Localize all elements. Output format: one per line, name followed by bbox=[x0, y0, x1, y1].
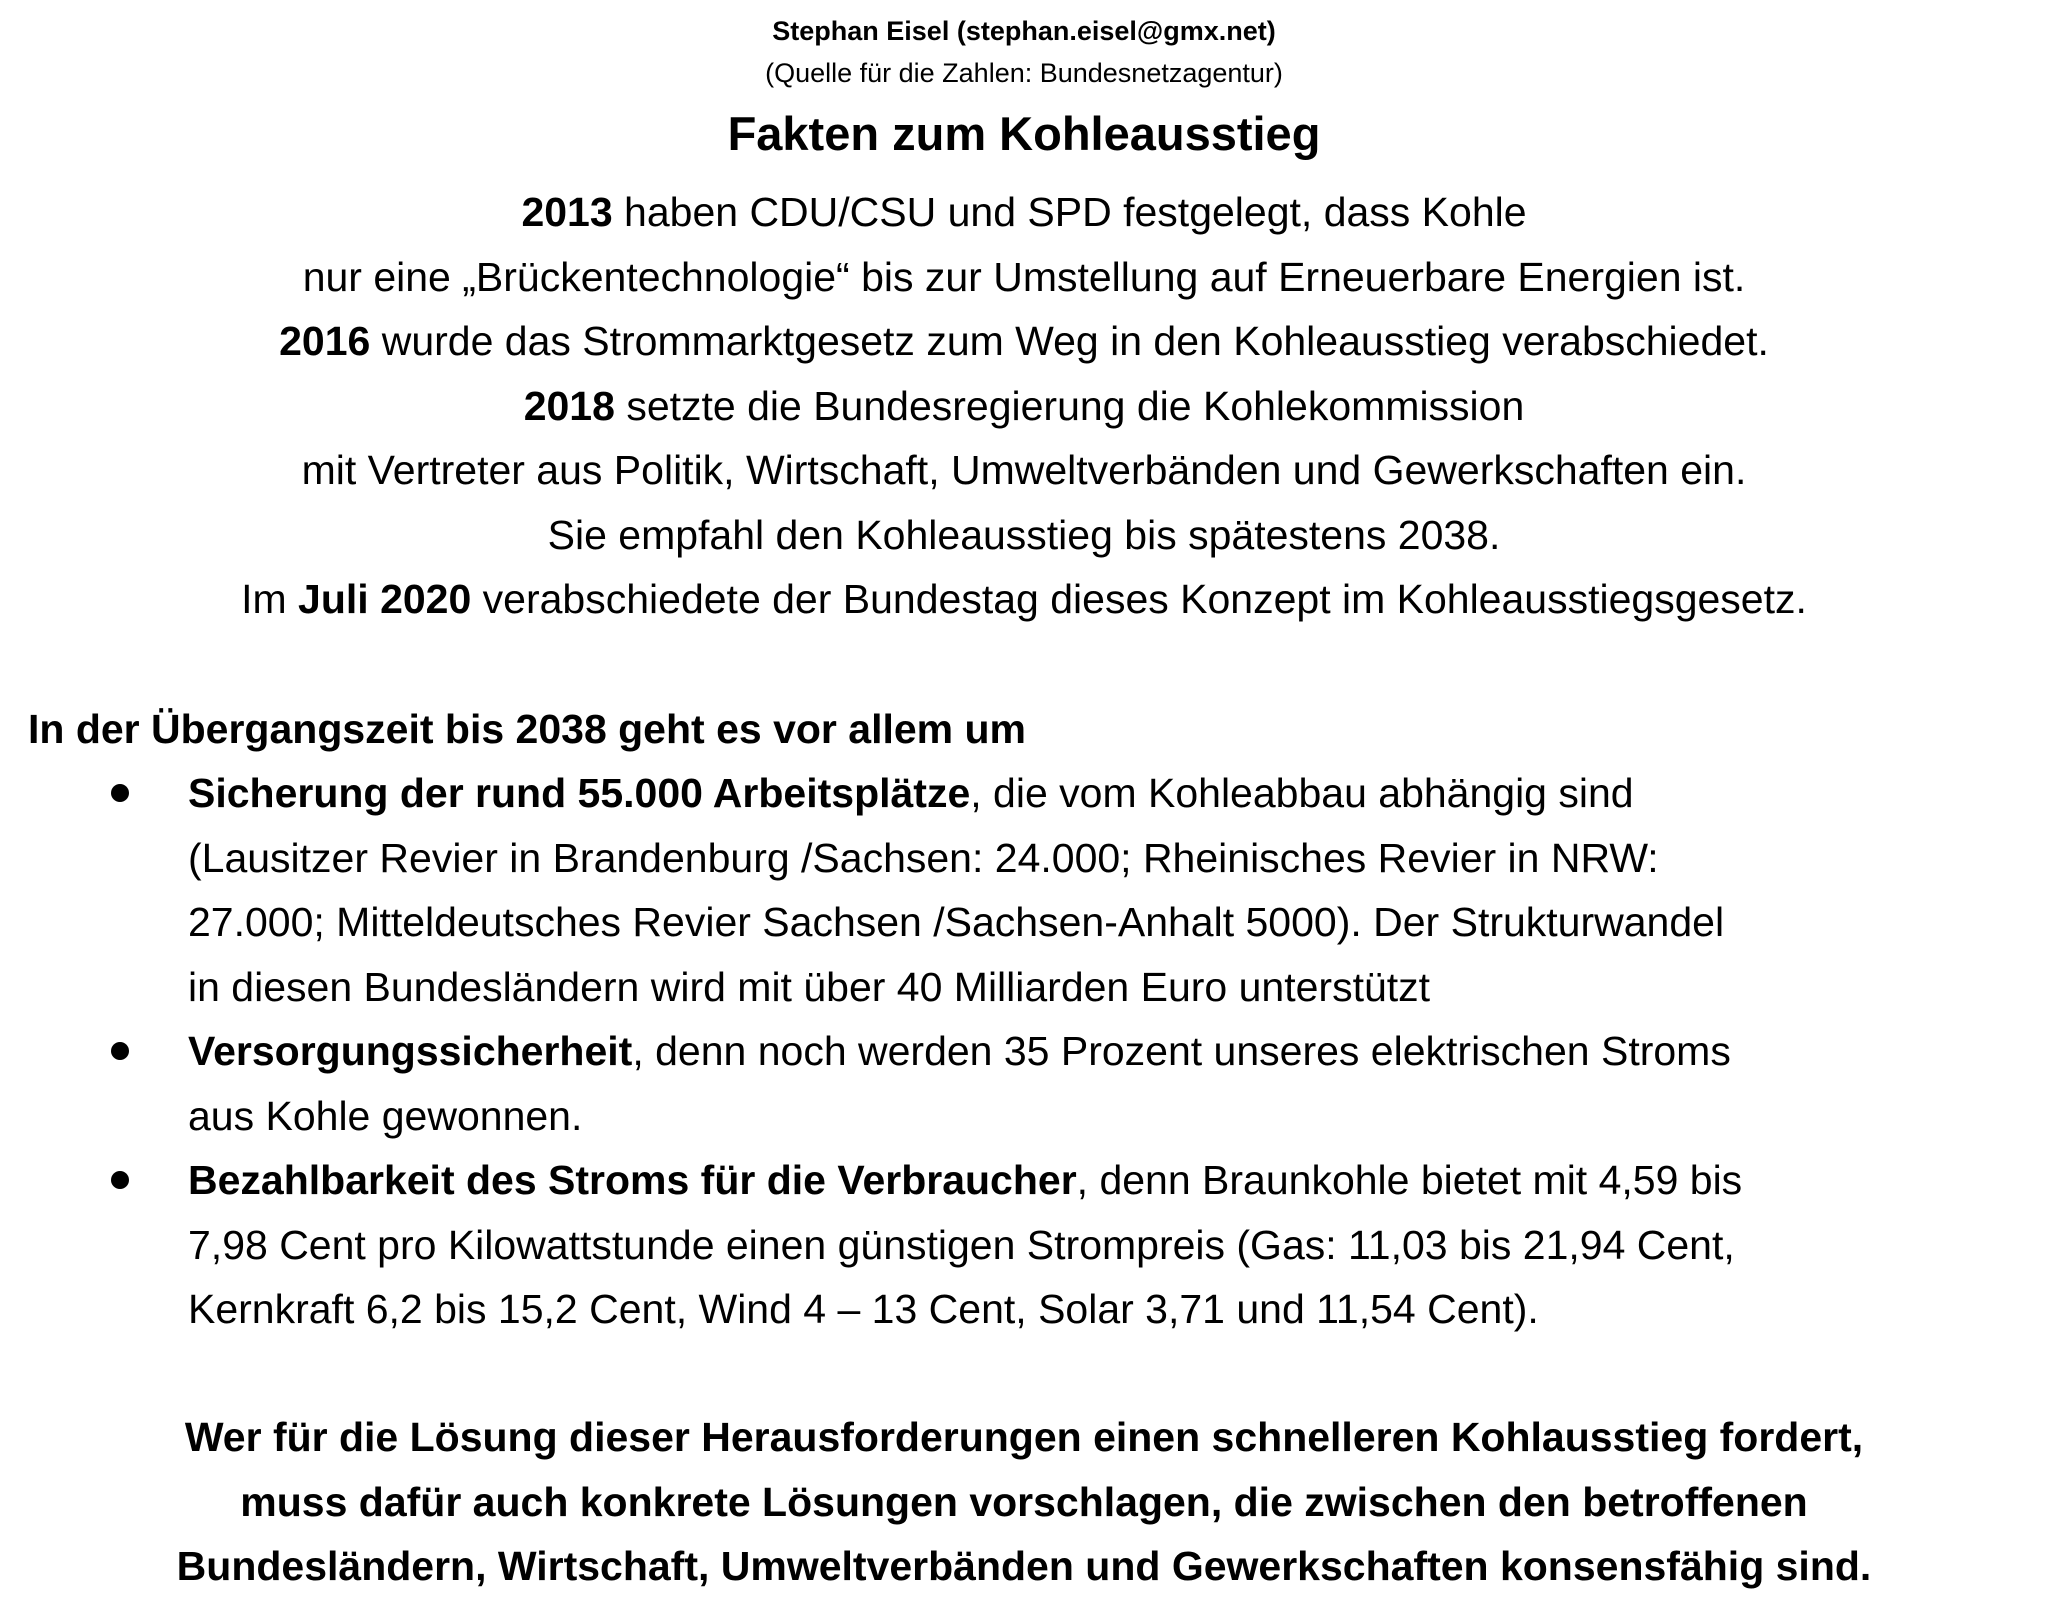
bullet-list bbox=[0, 761, 2048, 1342]
bullet-line bbox=[188, 1019, 2028, 1084]
bullet-item-affordability bbox=[0, 1148, 2048, 1342]
year-2016: 2016 bbox=[279, 318, 371, 364]
source-line: (Quelle für die Zahlen: Bundesnetzagentur) bbox=[765, 58, 1283, 88]
year-2018: 2018 bbox=[523, 382, 615, 429]
bullet-bold-label: Bezahlbarkeit des Stroms für die Verbraucher bbox=[188, 1157, 1077, 1203]
bullet-line: 27.000; Mitteldeutsches Revier Sachsen /Sachsen-Anhalt 5000). Der Strukturwandel bbox=[188, 899, 1725, 945]
bullet-text: , denn noch werden 35 Prozent unseres elektrischen Stroms bbox=[632, 1028, 1731, 1074]
intro-paragraph bbox=[20, 180, 2028, 632]
intro-line-4-text: setzte die Bundesregierung die Kohlekommission bbox=[614, 382, 1525, 429]
conclusion-paragraph bbox=[0, 1405, 2048, 1599]
intro-line-2: nur eine „Brückentechnologie“ bis zur Umstellung auf Erneuerbare Energien ist. bbox=[302, 253, 1746, 300]
bullet-line: (Lausitzer Revier in Brandenburg /Sachsen: 24.000; Rheinisches Revier in NRW: bbox=[188, 834, 1659, 881]
bullet-dot-icon bbox=[111, 1042, 129, 1060]
bullet-dot-icon bbox=[111, 784, 129, 802]
intro-line-1 bbox=[20, 180, 2028, 245]
year-2013: 2013 bbox=[521, 189, 613, 235]
bullet-line bbox=[188, 1148, 2028, 1213]
intro-line-5: mit Vertreter aus Politik, Wirtschaft, Umweltverbänden und Gewerkschaften ein. bbox=[301, 447, 1747, 493]
date-july-2020: Juli 2020 bbox=[298, 576, 472, 622]
bullet-line: in diesen Bundesländern wird mit über 40 Milliarden Euro unterstützt bbox=[188, 963, 1431, 1010]
conclusion-line-3: Bundesländern, Wirtschaft, Umweltverbänden und Gewerkschaften konsensfähig sind. bbox=[176, 1543, 1872, 1589]
intro-line-4 bbox=[20, 374, 2028, 439]
conclusion-line-1: Wer für die Lösung dieser Herausforderungen einen schnelleren Kohlausstieg fordert, bbox=[184, 1414, 1864, 1460]
bullet-item-jobs bbox=[0, 761, 2048, 1019]
bullet-bold-label: Sicherung der rund 55.000 Arbeitsplätze bbox=[188, 770, 971, 816]
author-line: Stephan Eisel (stephan.eisel@gmx.net) bbox=[772, 16, 1276, 46]
intro-line-7 bbox=[20, 567, 2028, 632]
intro-line-7-text: verabschiedete der Bundestag dieses Konzept im Kohleausstiegsgesetz. bbox=[471, 576, 1807, 622]
bullet-line: Kernkraft 6,2 bis 15,2 Cent, Wind 4 – 13 Cent, Solar 3,71 und 11,54 Cent). bbox=[188, 1286, 1539, 1332]
intro-line-3 bbox=[20, 309, 2028, 374]
bullet-text: , die vom Kohleabbau abhängig sind bbox=[970, 770, 1634, 816]
intro-line-6: Sie empfahl den Kohleausstieg bis spätestens 2038. bbox=[547, 511, 1501, 558]
page-title: Fakten zum Kohleausstieg bbox=[727, 107, 1321, 160]
section-heading: In der Übergangszeit bis 2038 geht es vor allem um bbox=[28, 706, 1026, 752]
bullet-text: , denn Braunkohle bietet mit 4,59 bis bbox=[1076, 1157, 1743, 1203]
intro-line-1-text: haben CDU/CSU und SPD festgelegt, dass Kohle bbox=[612, 189, 1527, 235]
conclusion-line-2: muss dafür auch konkrete Lösungen vorschlagen, die zwischen den betroffenen bbox=[240, 1478, 1808, 1525]
bullet-bold-label: Versorgungssicherheit bbox=[188, 1028, 633, 1074]
intro-line-7-prefix: Im bbox=[241, 576, 299, 622]
bullet-item-supply-security bbox=[0, 1019, 2048, 1148]
bullet-line bbox=[188, 761, 2028, 826]
intro-line-3-text: wurde das Strommarktgesetz zum Weg in den Kohleausstieg verabschiedet. bbox=[370, 318, 1769, 364]
bullet-line: 7,98 Cent pro Kilowattstunde einen günstigen Strompreis (Gas: 11,03 bis 21,94 Cent, bbox=[188, 1221, 1735, 1268]
bullet-dot-icon bbox=[111, 1171, 129, 1189]
bullet-line: aus Kohle gewonnen. bbox=[188, 1092, 583, 1139]
